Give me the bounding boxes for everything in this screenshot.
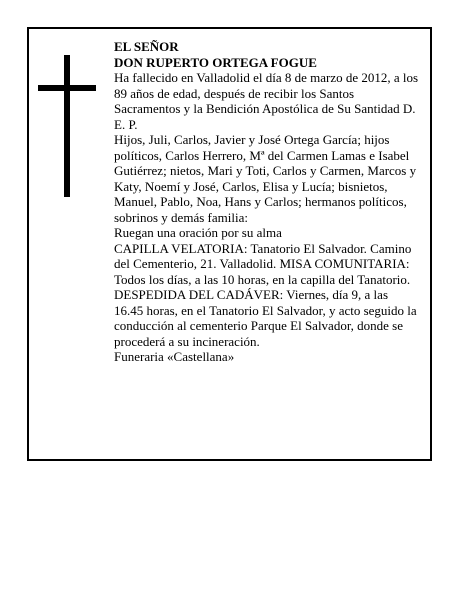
death-announcement: Ha fallecido en Valladolid el día 8 de marzo de 2012, a los 89 años de edad, después de recibir los Santos Sacramentos y la Bendición Apostólica de Su Santidad D. E. P.	[114, 70, 419, 132]
farewell-info: DESPEDIDA DEL CADÁVER: Viernes, día 9, a las 16.45 horas, en el Tanatorio El Salvador, y acto seguido la conducción al cementerio Parque El Salvador, donde se procederá a su incineración.	[114, 287, 417, 349]
deceased-name: DON RUPERTO ORTEGA FOGUE	[114, 54, 317, 70]
cross-horizontal-bar	[38, 85, 96, 91]
cross-vertical-bar	[64, 55, 70, 197]
chapel-info: CAPILLA VELATORIA: Tanatorio El Salvador. Camino del Cementerio, 21. Valladolid. MISA COMUNITARIA: Todos los días, a las 10 horas, en la capilla del Tanatorio.	[114, 240, 412, 287]
funeral-home: Funeraria «Castellana»	[114, 349, 235, 364]
prayer-request: Ruegan una oración por su alma	[114, 225, 282, 240]
family-list: Hijos, Juli, Carlos, Javier y José Ortega García; hijos políticos, Carlos Herrero, Mª del Carmen Lamas e Isabel Gutiérrez; nietos, Mari y Toti, Carlos y Carmen, Marcos y Katy, Noemí y José, Carlos, Elisa y Lucía; bisnietos, Manuel, Pablo, Noa, Hans y Carlos; hermanos políticos, sobrinos y demás familia:	[114, 132, 417, 225]
obituary-text	[114, 39, 420, 365]
heading-line-1: EL SEÑOR	[114, 39, 179, 54]
